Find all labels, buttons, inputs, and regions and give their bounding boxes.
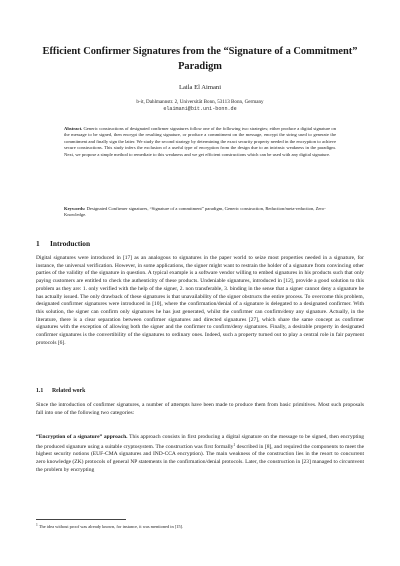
related-work-paragraph: Since the introduction of confirmer signatures, a number of attempts have been made to produce them from basic primitives. Most such proposals fall into one of the following two categories: <box>36 402 364 416</box>
section-heading-introduction <box>36 239 90 248</box>
introduction-paragraph: Digital signatures were introduced in [17] as an analogous to signatures in the paper world to seize most properties needed in a signature, for instance, the universal verification. However, in some applications, the signer might want to restrain the holder of a signature from convincing other parties of the validity of the signature in question. A typical example is a software vendor willing to embed signatures in his products such that only paying customers are entitled to check the authenticity of these products. Undeniable signatures, introduced in [12], provide a good solution to this problem as they are: 1. only verified with the help of the signer, 2. non transferable, 3. binding in the sense that a signer cannot deny a signature he has actually issued. The only drawback of these signatures is that unavailability of the signer obstructs the entire process. To overcome this problem, designated confirmer signatures were introduced in [10], where the confirmation/denial of a signature is delegated to a designated confirmer. With this solution, the signer can confirm only signatures he has just generated, whilst the confirmer can confirm/deny any signature. Actually, in the literature, there is a clear separation between confirmer signatures and directed signatures [27], which share the same concept as confirmer signatures with the exception of allowing both the signer and the confirmer to confirm/deny signatures. Finally, a desirable property in designated confirmer signatures is the convertibility of the signatures to ordinary ones. Indeed, such a property turned out to play a central role in fair payment protocols [6]. <box>36 255 364 346</box>
subsection-title: Related work <box>52 388 86 394</box>
section-number: 1 <box>36 239 40 248</box>
footnote-text: The idea without proof was already known, for instance, it was mentioned in [15]. <box>38 524 184 529</box>
abstract-label: Abstract. <box>64 126 83 131</box>
abstract-text: Generic constructions of designated confirmer signatures follow one of the following two strategies; either produce a digital signature on the message to be signed, then encrypt the resulting signature, or produce a commitment on the message, encrypt the string used to generate the commitment and finally sign the latter. We study the second strategy by determining the exact security property needed in the encryption to achieve secure constructions. This study infers the exclusion of a useful type of encryption from the design due to an intrinsic weakness in the paradigm. Next, we propose a simple method to remediate to this weakness and we get efficient constructions which can be used with any digital signature. <box>64 126 336 157</box>
footnote-reference[interactable]: 1 <box>233 442 236 447</box>
abstract <box>64 126 336 158</box>
approach-lead: “Encryption of a signature” approach. <box>36 434 128 440</box>
approach-text-a: This approach consists in first producing a digital signature on the message to be signed, then encrypting the produced signature using a suitable cryptosystem. The construction was first formally <box>36 434 364 450</box>
footnote-rule <box>36 519 126 520</box>
approach-text-b: described in [8], and required the components to meet the highest security notions (EUF-CMA signatures and IND-CCA encryption). The main weakness of the construction lies in the resort to concurrent zero knowledge (ZK) protocols of general NP statements in the confirmation/denial protocols. Later, the construction in [23] managed to circumvent the problem by encrypting <box>36 443 365 473</box>
keywords-text: Designated Confirmer signatures, “Signature of a commitment” paradigm, Generic construction, Reduction/meta-reduction, Zero-Knowledge. <box>64 206 326 218</box>
author-affiliation: b-it, Dahlmannstr. 2, Universität Bonn, 53113 Bonn, Germany <box>136 99 264 105</box>
footnote-mark: 1 <box>36 523 38 527</box>
keywords-label: Keywords: <box>64 206 86 211</box>
footnote <box>36 522 364 530</box>
keywords <box>64 206 336 219</box>
subsection-heading-related-work <box>36 388 85 394</box>
subsection-number: 1.1 <box>36 388 44 394</box>
author-email: elaimani@bit.uni-bonn.de <box>163 106 237 112</box>
paper-title: Efficient Confirmer Signatures from the “Signature of a Commitment” Paradigm <box>42 46 358 72</box>
author-name: Laila El Aimani <box>178 84 222 91</box>
section-title: Introduction <box>50 239 91 248</box>
approach-paragraph <box>36 434 364 475</box>
